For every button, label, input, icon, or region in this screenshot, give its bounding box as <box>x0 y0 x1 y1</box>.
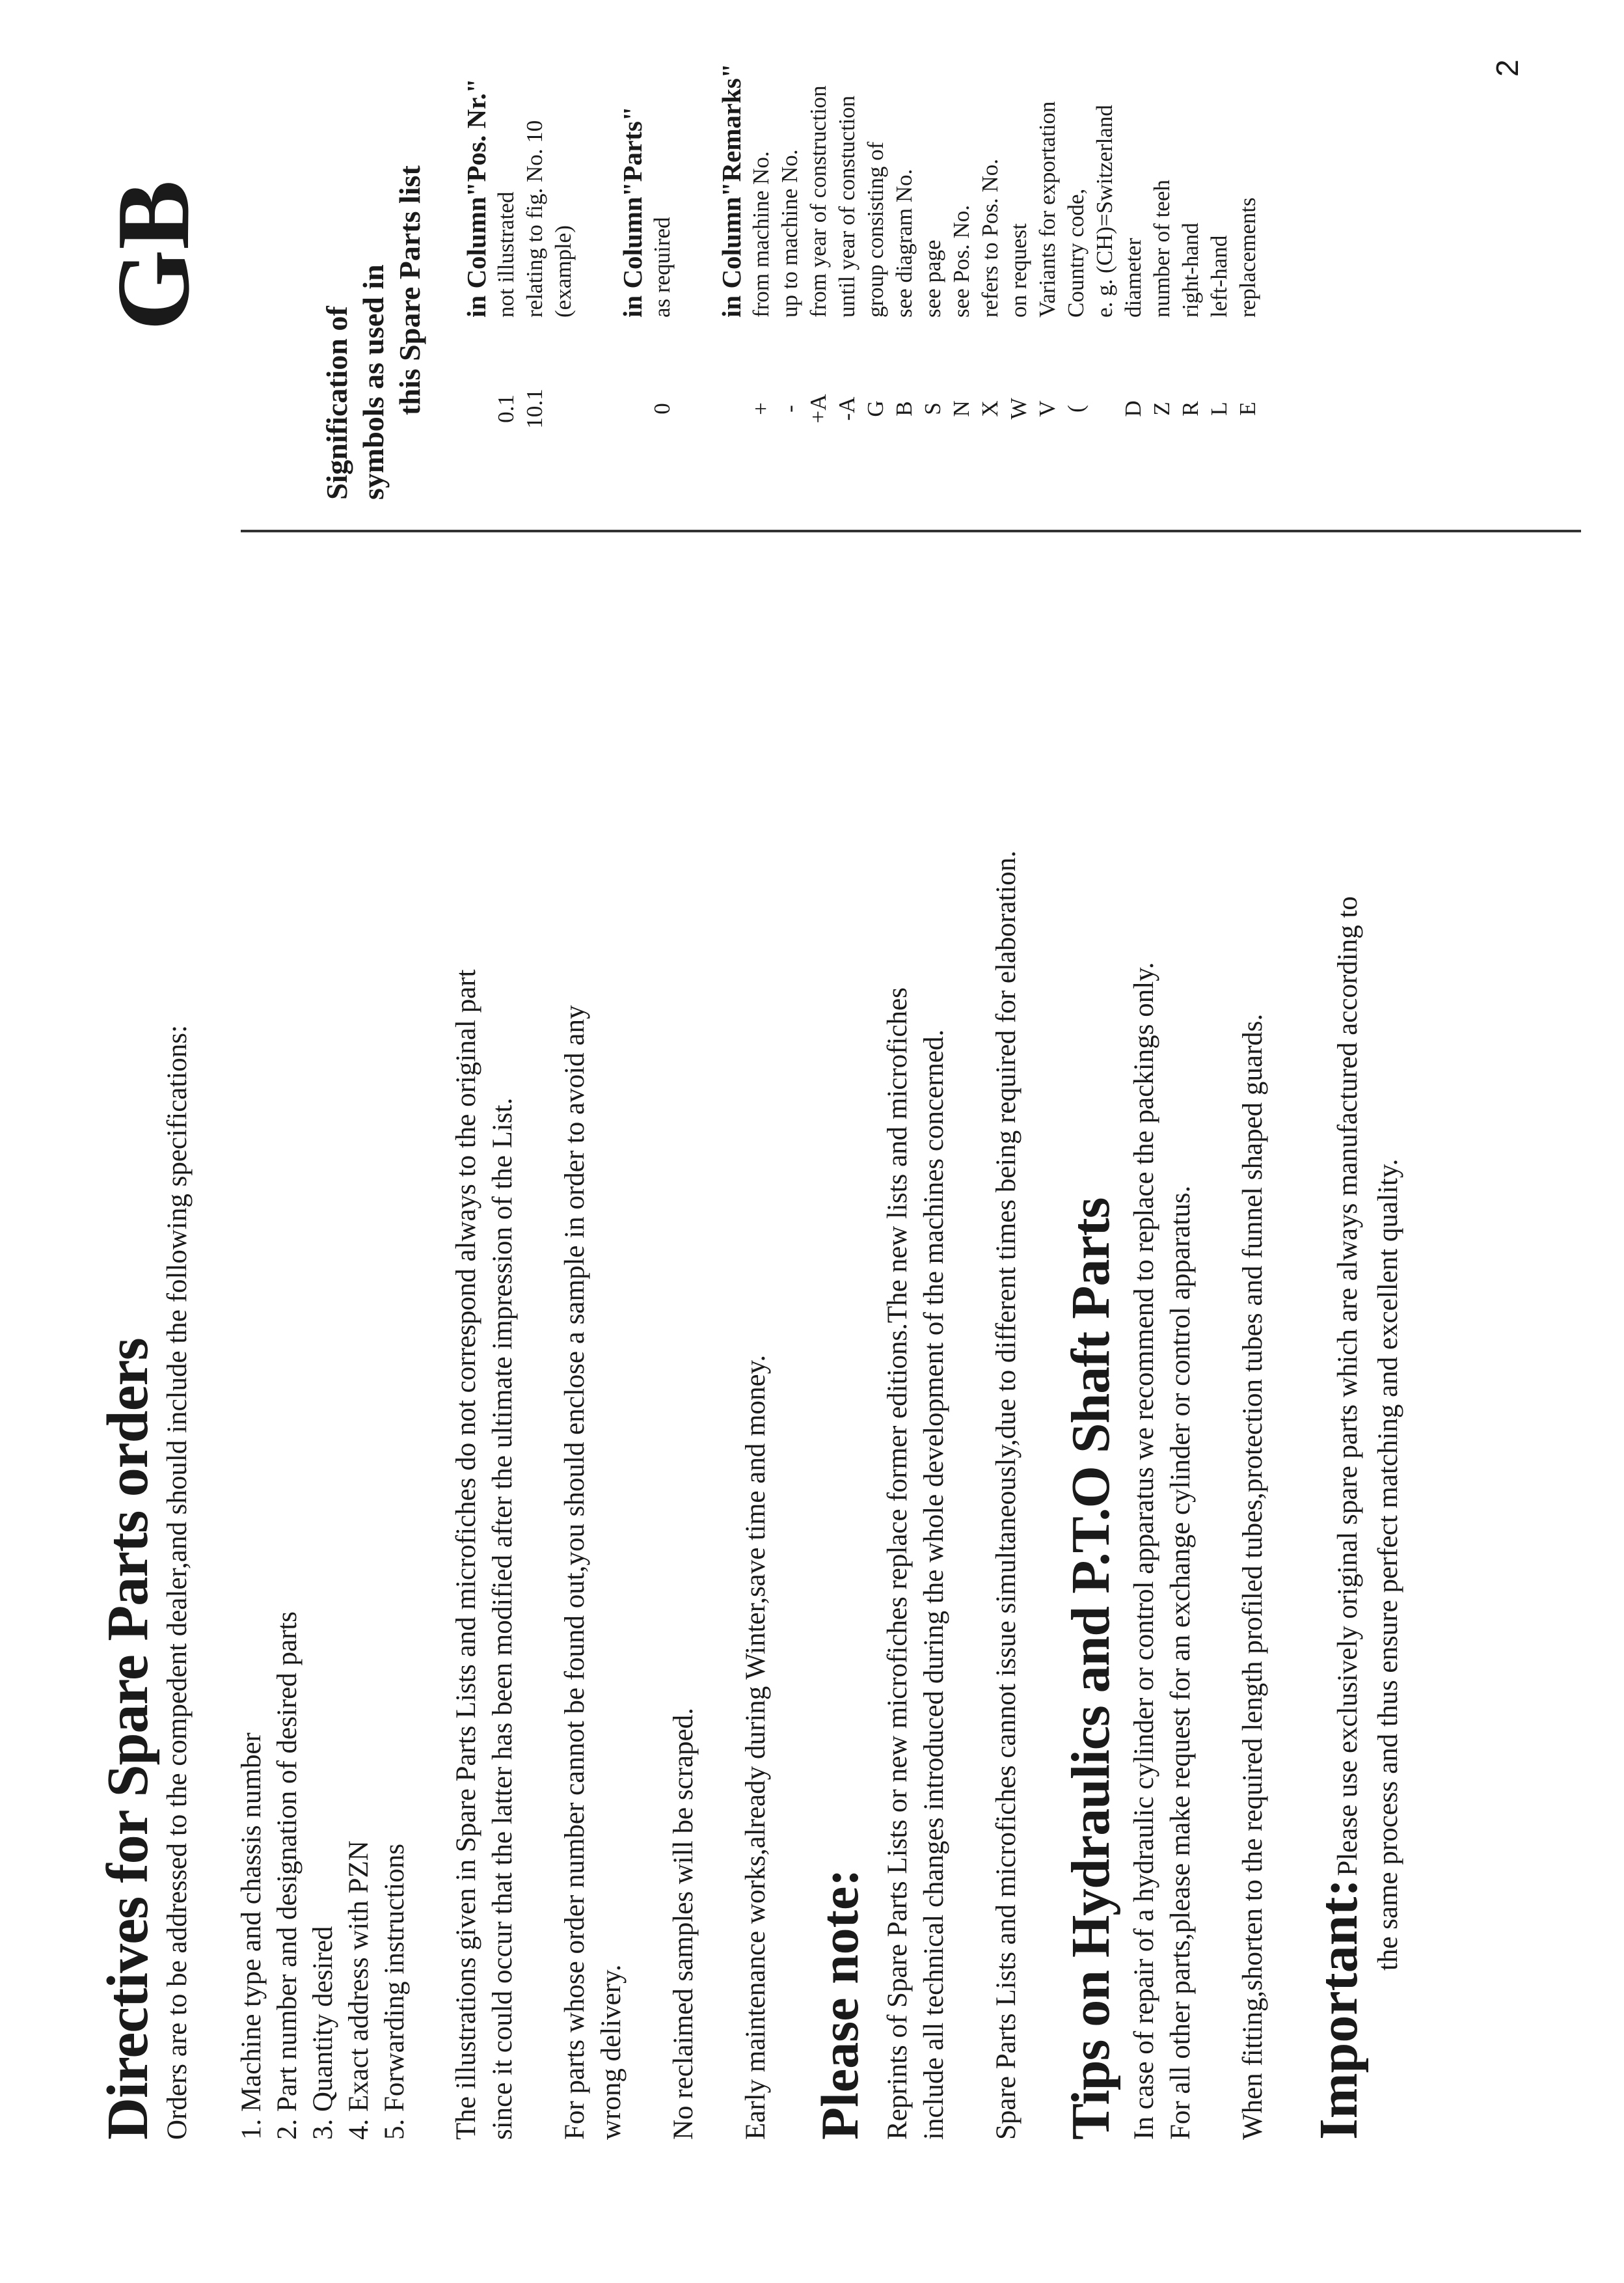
legend-heading-line: this Spare Parts list <box>393 165 426 415</box>
legend-meaning: from machine No. <box>748 151 774 318</box>
paragraph-line: wrong delivery. <box>595 1964 627 2140</box>
legend-row <box>833 31 861 500</box>
legend-row <box>648 31 677 500</box>
legend-meaning: relating to fig. No. 10 <box>522 120 547 318</box>
illustrations-paragraph <box>448 643 521 2140</box>
legend-meaning: Variants for exportation <box>1035 101 1060 318</box>
legend-row <box>1033 31 1062 500</box>
important-notice <box>1307 643 1370 2140</box>
legend-meaning: right-hand <box>1178 223 1203 318</box>
legend-heading-line: symbols as used in <box>357 264 390 500</box>
legend-meaning: diameter <box>1120 238 1146 318</box>
legend-row <box>1005 31 1033 500</box>
legend-meaning: (example) <box>550 225 576 318</box>
legend-meaning: not illustrated <box>493 191 519 318</box>
orders-intro: Orders are to be addressed to the compedent dealer,and should include the following specifications: <box>161 1025 193 2140</box>
legend-symbol: R <box>1178 401 1203 417</box>
parts-group <box>617 31 677 500</box>
main-column <box>98 643 1407 2140</box>
legend-symbol: 10.1 <box>522 389 547 429</box>
legend-meaning: as required <box>649 217 675 318</box>
legend-symbol: W <box>1006 398 1031 420</box>
legend-meaning: see Pos. No. <box>949 204 974 318</box>
legend-meaning: see diagram No. <box>891 169 917 318</box>
legend-row <box>861 31 890 500</box>
specification-item: 3. Quantity desired <box>307 1926 338 2140</box>
legend-meaning: e. g. (CH)=Switzerland <box>1092 105 1117 318</box>
legend-meaning: refers to Pos. No. <box>977 159 1003 318</box>
legend-row <box>1119 31 1148 500</box>
specification-item: 1. Machine type and chassis number <box>236 1732 267 2140</box>
legend-symbol: Z <box>1149 402 1174 416</box>
legend-meaning: left-hand <box>1206 235 1232 318</box>
legend-symbol: -A <box>834 396 859 421</box>
paragraph-line: include all technical changes introduced during the whole development of the machines concerned. <box>918 1029 949 2140</box>
page-number: 2 <box>1491 59 1525 77</box>
legend-meaning: see page <box>920 239 945 318</box>
legend-row <box>1148 31 1176 500</box>
legend-row <box>1205 31 1234 500</box>
legend-symbol: X <box>977 400 1003 417</box>
paragraph-line: Reprints of Spare Parts Lists or new microfiches replace former editions.The new lists and microfiches <box>882 987 913 2140</box>
legend-row <box>1234 31 1262 500</box>
legend-symbol: S <box>920 402 945 415</box>
paragraph-line: In case of repair of a hydraulic cylinder or control apparatus we recommend to replace the packings only. <box>1128 962 1159 2140</box>
important-label: Important: <box>1308 1878 1369 2140</box>
legend-row <box>776 31 804 500</box>
maintenance-note: Early maintenance works,already during Winter,save time and money. <box>740 1354 771 2140</box>
legend-meaning: up to machine No. <box>777 149 802 318</box>
legend-symbol: N <box>949 400 974 417</box>
fitting-note: When fitting,shorten to the required length profiled tubes,protection tubes and funnel shaped guards. <box>1237 1013 1268 2140</box>
legend-row <box>1176 31 1205 500</box>
legend-row <box>549 31 578 500</box>
legend-symbol: 0 <box>649 403 675 415</box>
specification-item: 5. Forwarding instructions <box>379 1843 410 2140</box>
paragraph-line: The illustrations given in Spare Parts Lists and microfiches do not correspond always to the original part <box>450 969 481 2140</box>
pos-nr-group <box>461 31 578 500</box>
legend-row <box>1062 31 1090 500</box>
legend-symbol: ( <box>1063 405 1089 413</box>
legend-meaning: until year of constuction <box>834 95 859 318</box>
legend-symbol: V <box>1035 400 1060 417</box>
legend-symbol: +A <box>805 394 831 424</box>
reclaimed-samples-note: No reclaimed samples will be scraped. <box>668 1708 699 2140</box>
legend-row <box>976 31 1005 500</box>
specification-list <box>234 643 413 2140</box>
legend-row <box>521 31 549 500</box>
legend-row <box>1090 31 1119 500</box>
legend-meaning: group consisting of <box>863 141 888 318</box>
legend-symbol: 0.1 <box>493 394 519 423</box>
remarks-group <box>716 31 1262 500</box>
legend-symbol: B <box>891 401 917 417</box>
legend-row <box>492 31 521 500</box>
legend-row <box>747 31 776 500</box>
legend-meaning: from year of construction <box>805 85 831 318</box>
legend-heading-line: Signification of <box>320 306 353 500</box>
legend-symbol: L <box>1206 402 1232 416</box>
repair-paragraph <box>1126 643 1199 2140</box>
legend-row <box>919 31 947 500</box>
legend-symbol: D <box>1120 400 1146 417</box>
pos-nr-heading: in Column"Pos. Nr." <box>461 78 491 318</box>
legend-symbol: - <box>777 405 802 413</box>
legend-meaning: number of teeh <box>1149 180 1174 318</box>
paragraph-line: For parts whose order number cannot be found out,you should enclose a sample in order to avoid any <box>559 1005 590 2140</box>
reprints-paragraph <box>880 643 953 2140</box>
legend-meaning: Country code, <box>1063 188 1089 318</box>
paragraph-line: For all other parts,please make request for an exchange cylinder or control apparatus. <box>1165 1185 1196 2140</box>
specification-item: 4. Exact address with PZN <box>343 1840 374 2140</box>
directives-heading: Directives for Spare Parts orders <box>96 1338 160 2140</box>
remarks-heading: in Column"Remarks" <box>716 63 746 318</box>
important-continuation: the same process and thus ensure perfect matching and excellent quality. <box>1372 1158 1403 1971</box>
legend-symbol: G <box>863 400 888 417</box>
specification-item: 2. Part number and designation of desired parts <box>271 1611 303 2140</box>
symbol-legend <box>319 31 1262 500</box>
legend-meaning: replacements <box>1235 197 1260 318</box>
paragraph-line: since it could occur that the latter has been modified after the ultimate impression of the List. <box>487 1097 518 2140</box>
legend-row <box>947 31 976 500</box>
important-text: Please use exclusively original spare parts which are always manufactured according to <box>1332 896 1363 1876</box>
language-mark: GB <box>95 180 211 331</box>
legend-symbol: E <box>1235 402 1260 416</box>
legend-meaning: on request <box>1006 223 1031 318</box>
please-note-heading: Please note: <box>809 1868 869 2140</box>
parts-heading: in Column"Parts" <box>617 106 647 318</box>
column-divider <box>241 530 1581 532</box>
simultaneous-note: Spare Parts Lists and microfiches cannot issue simultaneously,due to different times being required for elaboration. <box>990 850 1022 2140</box>
legend-row <box>804 31 833 500</box>
order-number-paragraph <box>557 643 630 2140</box>
legend-row <box>890 31 919 500</box>
legend-symbol: + <box>748 402 774 415</box>
tips-heading: Tips on Hydraulics and P.T.O Shaft Parts <box>1060 1197 1121 2140</box>
